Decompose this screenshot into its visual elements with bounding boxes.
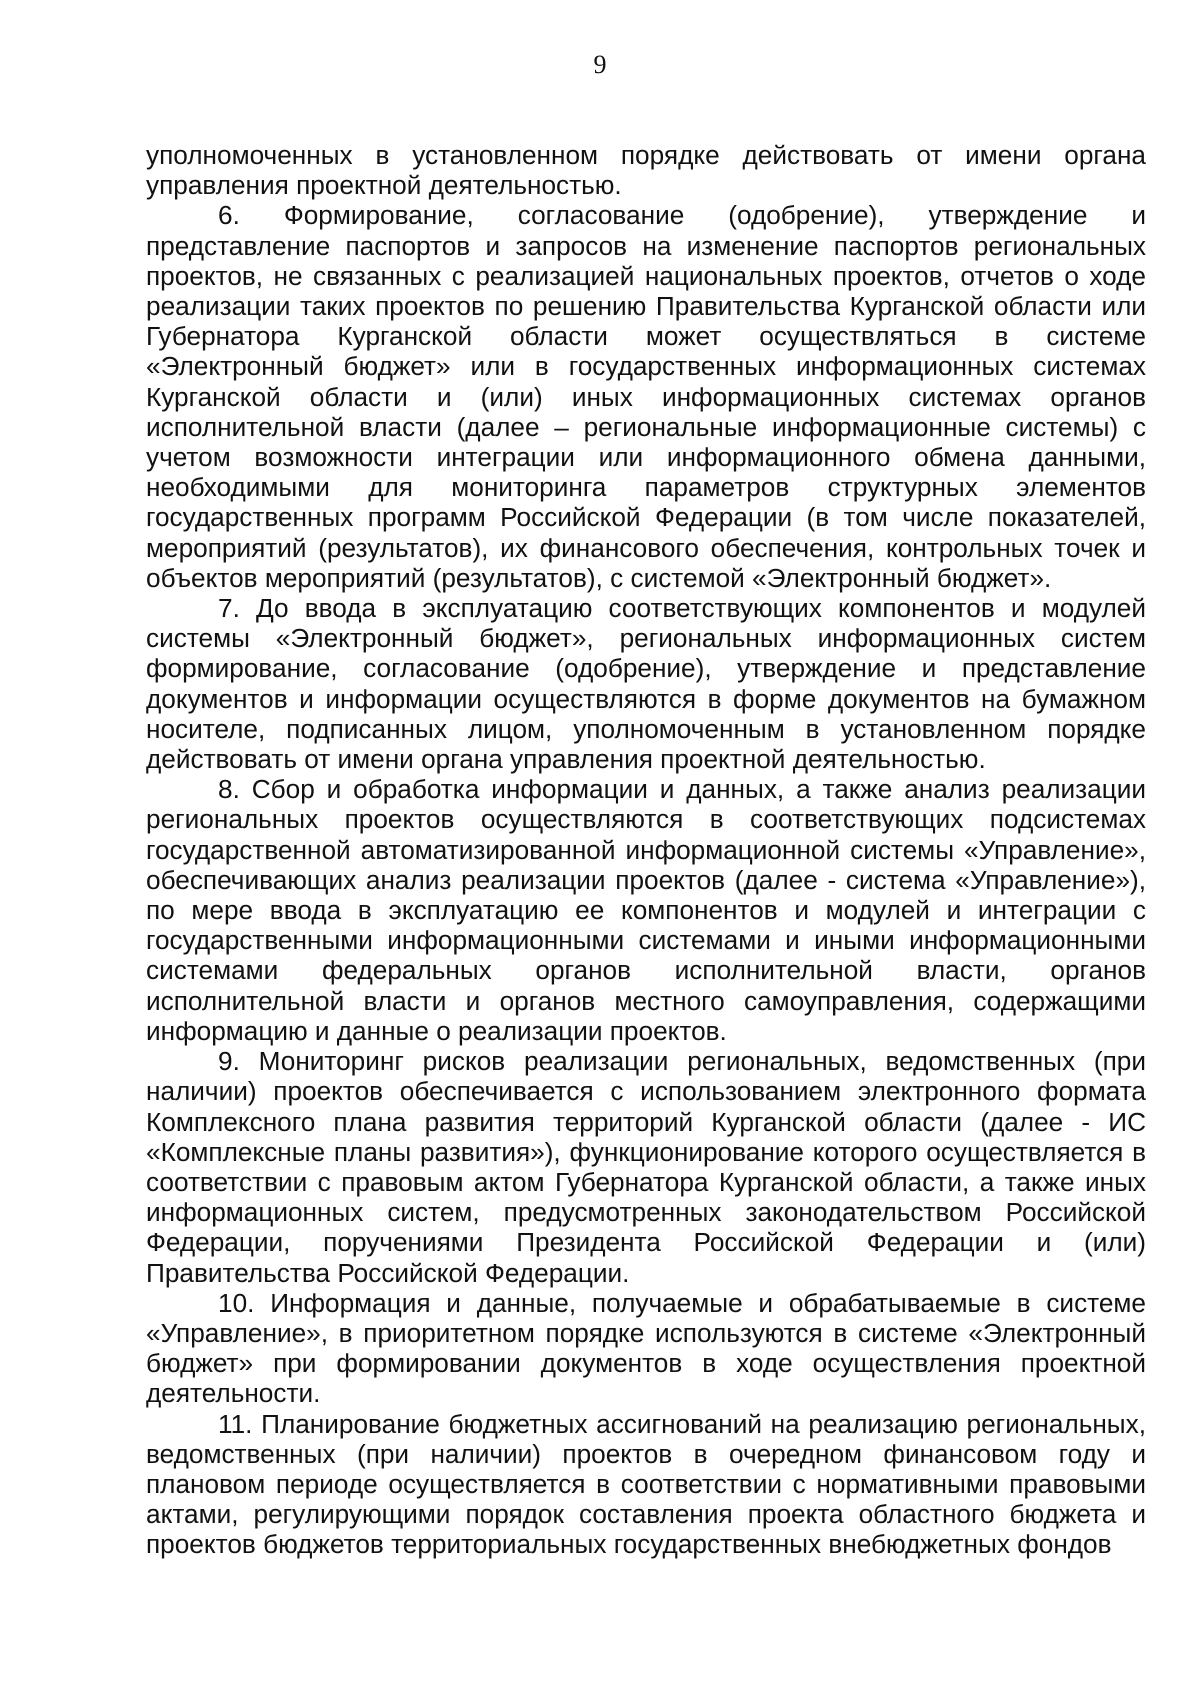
document-body [146,140,1146,1560]
paragraph-11: 11. Планирование бюджетных ассигнований на реализацию региональных, ведомственных (при наличии) проектов в очередном финансовом году и плановом периоде осуществляется в соответствии с нормативными правовыми актами, регулирующими порядок составления проекта областного бюджета и проектов бюджетов территориальных государственных внебюджетных фондов [146,1408,1146,1560]
paragraph-7: 7. До ввода в эксплуатацию соответствующих компонентов и модулей системы «Электронный бюджет», региональных информационных систем формирование, согласование (одобрение), утверждение и представление документов и информации осуществляются в форме документов на бумажном носителе, подписанных лицом, уполномоченным в установленном порядке действовать от имени органа управления проектной деятельностью. [146,593,1146,775]
paragraph-9: 9. Мониторинг рисков реализации региональных, ведомственных (при наличии) проектов обеспечивается с использованием электронного формата Комплексного плана развития территорий Курганской области (далее - ИС «Комплексные планы развития»), функционирование которого осуществляется в соответствии с правовым актом Губернатора Курганской области, а также иных информационных систем, предусмотренных законодательством Российской Федерации, поручениями Президента Российской Федерации и (или) Правительства Российской Федерации. [146,1046,1146,1288]
paragraph-8: 8. Сбор и обработка информации и данных, а также анализ реализации региональных проектов осуществляются в соответствующих подсистемах государственной автоматизированной информационной системы «Управление», обеспечивающих анализ реализации проектов (далее - система «Управление»), по мере ввода в эксплуатацию ее компонентов и модулей и интеграции с государственными информационными системами и иными информационными системами федеральных органов исполнительной власти, органов исполнительной власти и органов местного самоуправления, содержащими информацию и данные о реализации проектов. [146,774,1146,1046]
page-number: 9 [593,50,607,79]
paragraph-10: 10. Информация и данные, получаемые и обрабатываемые в системе «Управление», в приоритетном порядке используются в системе «Электронный бюджет» при формировании документов в ходе осуществления проектной деятельности. [146,1287,1146,1409]
paragraph-continuation: уполномоченных в установленном порядке действовать от имени органа управления проектной деятельностью. [146,140,1146,201]
paragraph-6: 6. Формирование, согласование (одобрение), утверждение и представление паспортов и запросов на изменение паспортов региональных проектов, не связанных с реализацией национальных проектов, отчетов о ходе реализации таких проектов по решению Правительства Курганской области или Губернатора Курганской области может осуществляться в системе «Электронный бюджет» или в государственных информационных системах Курганской области и (или) иных информационных системах органов исполнительной власти (далее – региональные информационные системы) с учетом возможности интеграции или информационного обмена данными, необходимыми для мониторинга параметров структурных элементов государственных программ Российской Федерации (в том числе показателей, мероприятий (результатов), их финансового обеспечения, контрольных точек и объектов мероприятий (результатов), с системой «Электронный бюджет». [146,200,1146,593]
